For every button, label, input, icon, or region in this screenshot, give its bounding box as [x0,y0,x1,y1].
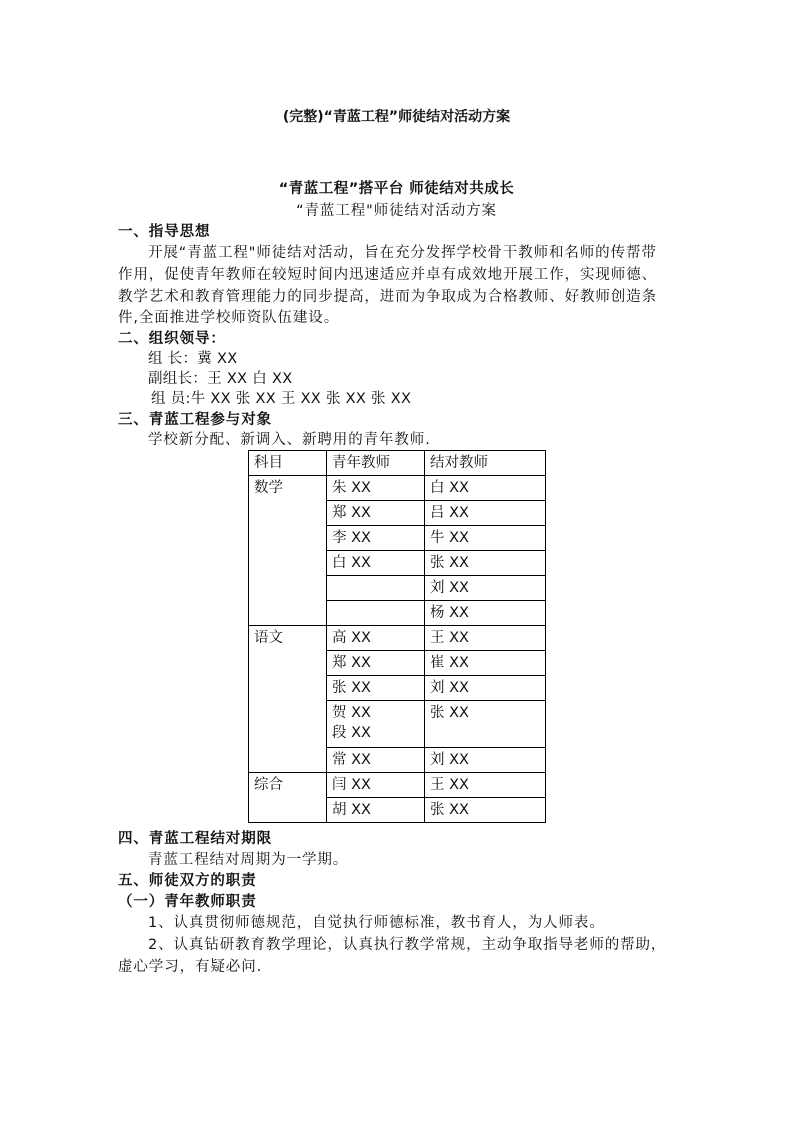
paragraph-line: 作用，促使青年教师在较短时间内迅速适应并卓有成效地开展工作，实现师德、 [118,267,657,283]
mentor-cell: 牛 XX [425,526,546,551]
mentor-cell: 王 XX [425,626,546,651]
period-text: 青蓝工程结对周期为一学期。 [148,852,349,868]
paragraph-line: 教学艺术和教育管理能力的同步提高，进而为争取成为合格教师、好教师创造条 [118,289,657,305]
group-members: 组 员:牛 XX 张 XX 王 XX 张 XX 张 XX [151,391,412,407]
duty-item: 1、认真贯彻师德规范，自觉执行师德标准，教书育人，为人师表。 [148,915,605,931]
duty-item: 2、认真钻研教育教学理论，认真执行教学常规，主动争取指导老师的帮助， [148,937,667,953]
mentor-cell: 崔 XX [425,651,546,676]
young-teacher-cell: 高 XX [327,626,425,651]
young-teacher-cell: 白 XX [327,551,425,576]
young-teacher-cell: 常 XX [327,748,425,773]
document-title: (完整)“青蓝工程”师徒结对活动方案 [282,109,511,125]
young-teacher-cell [327,576,425,601]
section-5-heading: 五、师徒双方的职责 [118,873,257,889]
table-row [249,626,546,651]
table-header-row [249,451,546,476]
mentor-cell: 张 XX [425,701,546,748]
table-row [249,476,546,501]
sub-heading: “青蓝工程"师徒结对活动方案 [296,203,497,219]
subsection-heading: （一）青年教师职责 [118,894,257,910]
young-teacher-cell: 李 XX [327,526,425,551]
young-teacher-cell [327,601,425,626]
table-row [249,773,546,798]
section-4-heading: 四、青蓝工程结对期限 [118,831,272,847]
young-teacher-cell: 胡 XX [327,798,425,823]
young-teacher-cell: 郑 XX [327,501,425,526]
section-2-heading: 二、组织领导： [118,331,226,347]
mentor-cell: 张 XX [425,798,546,823]
mentor-cell: 刘 XX [425,748,546,773]
mentor-cell: 刘 XX [425,576,546,601]
young-teacher-cell: 贺 XX 段 XX [327,701,425,748]
duty-item-continued: 虚心学习，有疑必问. [118,959,263,975]
young-teacher-cell: 朱 XX [327,476,425,501]
young-teacher-cell: 张 XX [327,676,425,701]
mentor-cell: 张 XX [425,551,546,576]
mentor-cell: 白 XX [425,476,546,501]
header-cell: 科目 [249,451,327,476]
main-heading: “青蓝工程”搭平台 师徒结对共成长 [278,181,515,197]
subject-cell: 数学 [249,476,327,626]
paragraph-line: 件,全面推进学校师资队伍建设。 [118,310,340,326]
deputy-leader: 副组长：王 XX 白 XX [148,371,293,387]
young-teacher-cell: 闫 XX [327,773,425,798]
header-cell: 青年教师 [327,451,425,476]
mentor-cell: 杨 XX [425,601,546,626]
section-3-heading: 三、青蓝工程参与对象 [118,412,272,428]
subject-cell: 综合 [249,773,327,823]
pairing-table [248,450,546,823]
mentor-cell: 王 XX [425,773,546,798]
subject-cell: 语文 [249,626,327,773]
mentor-cell: 吕 XX [425,501,546,526]
participants-text: 学校新分配、新调入、新聘用的青年教师. [148,432,431,448]
group-leader: 组 长：冀 XX [148,351,238,367]
young-teacher-cell: 郑 XX [327,651,425,676]
section-1-heading: 一、指导思想 [118,224,211,240]
paragraph-line: 开展“青蓝工程"师徒结对活动，旨在充分发挥学校骨干教师和名师的传帮带 [148,245,657,261]
header-cell: 结对教师 [425,451,546,476]
mentor-cell: 刘 XX [425,676,546,701]
